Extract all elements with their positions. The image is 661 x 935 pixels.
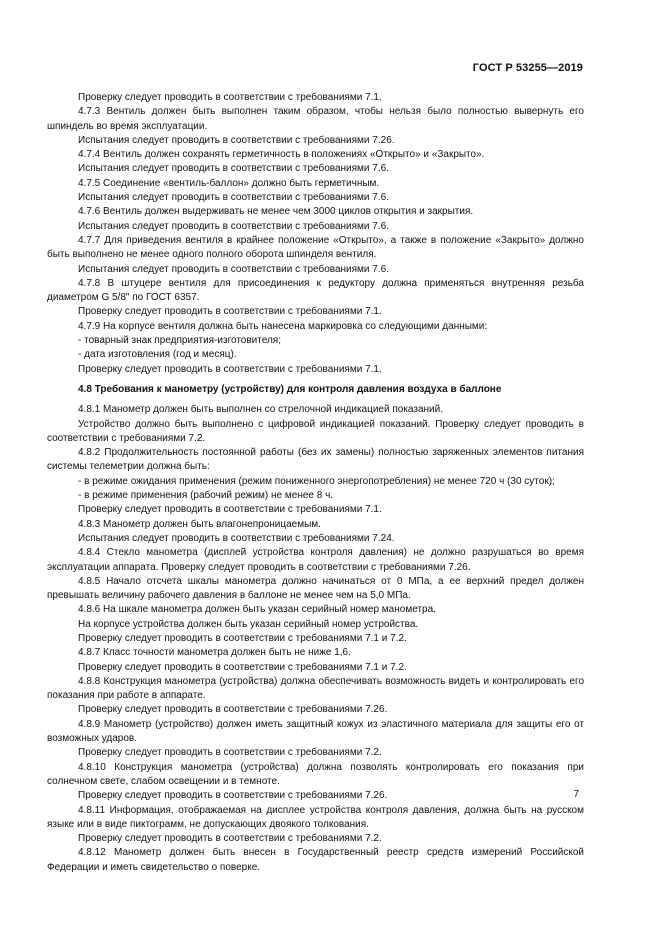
paragraph: 4.7.4 Вентиль должен сохранять герметичность в положениях «Открыто» и «Закрыто». [78, 149, 485, 161]
paragraph: Испытания следует проводить в соответствии с требованиями 7.6. [78, 263, 389, 275]
paragraph: 4.8.5 Начало отсчета шкалы манометра должно начинаться от 0 МПа, а ее верхний предел должен превышать величину рабочего давления в баллоне не менее чем на 5,0 МПа. [47, 575, 584, 602]
paragraph: 4.8.1 Манометр должен быть выполнен со стрелочной индикацией показаний. [78, 404, 443, 416]
paragraph: 4.8.2 Продолжительность постоянной работы (без их замены) полностью заряженных элементов питания системы телеметрии должна быть: [47, 447, 584, 473]
paragraph: Устройство должно быть выполнено с цифровой индикацией показаний. Проверку следует проводить в соответствии с требованиями 7.2. [47, 418, 584, 444]
paragraph: 4.8.7 Класс точности манометра должен быть не ниже 1,6. [78, 647, 351, 659]
list-item: - в режиме ожидания применения (режим пониженного энергопотребления) не менее 720 ч (30 суток); [78, 475, 555, 487]
list-item: - товарный знак предприятия-изготовителя; [78, 335, 281, 347]
paragraph: 4.8.12 Манометр должен быть внесен в Государственный реестр средств измерений Российской Федерации и иметь свидетельство о поверке. [47, 847, 584, 873]
paragraph: 4.8.9 Манометр (устройство) должен иметь защитный кожух из эластичного материала для защиты его от возможных ударов. [47, 718, 584, 745]
paragraph: Испытания следует проводить в соответствии с требованиями 7.6. [78, 163, 389, 175]
paragraph: На корпусе устройства должен быть указан серийный номер устройства. [78, 618, 419, 630]
document-body [47, 91, 584, 875]
page-number: 7 [573, 789, 579, 800]
paragraph: Проверку следует проводить в соответствии с требованиями 7.1. [78, 306, 382, 318]
paragraph: 4.7.3 Вентиль должен быть выполнен таким образом, чтобы нельзя было полностью вывернуть его шпиндель во время эксплуатации. [47, 106, 584, 132]
paragraph: Испытания следует проводить в соответствии с требованиями 7.26. [78, 134, 395, 146]
paragraph: 4.8.4 Стекло манометра (дисплей устройства контроля давления) не должно разрушаться во время эксплуатации аппарата. Проверку следует проводить в соответствии с требованиями 7.26. [47, 547, 584, 573]
document-code: ГОСТ Р 53255—2019 [472, 62, 583, 74]
paragraph: Проверку следует проводить в соответствии с требованиями 7.1 и 7.2. [78, 661, 407, 673]
list-item: - в режиме применения (рабочий режим) не менее 8 ч. [78, 490, 334, 502]
paragraph: 4.7.7 Для приведения вентиля в крайнее положение «Открыто», а также в положение «Закрыто» должно быть выполнено не менее одного полного оборота шпинделя вентиля. [47, 234, 584, 261]
paragraph: Проверку следует проводить в соответствии с требованиями 7.26. [78, 704, 388, 716]
paragraph: 4.7.5 Соединение «вентиль-баллон» должно быть герметичным. [78, 177, 380, 189]
paragraph: Проверку следует проводить в соответствии с требованиями 7.1. [78, 92, 382, 103]
paragraph: Проверку следует проводить в соответствии с требованиями 7.1. [78, 504, 382, 516]
list-item: - дата изготовления (год и месяц). [78, 349, 237, 361]
paragraph: Проверку следует проводить в соответствии с требованиями 7.1 и 7.2. [78, 632, 407, 644]
paragraph: Проверку следует проводить в соответствии с требованиями 7.26. [78, 790, 388, 802]
paragraph: 4.8.8 Конструкция манометра (устройства) должна обеспечивать возможность видеть и контролировать его показания при работе в аппарате. [47, 675, 584, 702]
paragraph: Испытания следует проводить в соответствии с требованиями 7.24. [78, 532, 395, 544]
paragraph: 4.8.11 Информация, отображаемая на дисплее устройства контроля давления, должна быть на русском языке или в виде пиктограмм, не допускающих двоякого толкования. [47, 804, 584, 830]
paragraph: 4.7.8 В штуцере вентиля для присоединения к редуктору должна применяться внутренняя резьба диаметром G 5/8" по ГОСТ 6357. [47, 277, 584, 304]
paragraph: Проверку следует проводить в соответствии с требованиями 7.1. [78, 363, 382, 375]
paragraph: Испытания следует проводить в соответствии с требованиями 7.6. [78, 192, 389, 204]
paragraph: 4.7.6 Вентиль должен выдерживать не менее чем 3000 циклов открытия и закрытия. [78, 206, 474, 218]
paragraph: Проверку следует проводить в соответствии с требованиями 7.2. [78, 833, 382, 845]
paragraph: Испытания следует проводить в соответствии с требованиями 7.6. [78, 220, 389, 232]
paragraph: 4.8.10 Конструкция манометра (устройства) должна позволять контролировать его показания при солнечном свете, слабом освещении и в темноте. [47, 761, 584, 787]
paragraph: 4.7.9 На корпусе вентиля должна быть нанесена маркировка со следующими данными: [78, 320, 488, 332]
paragraph: 4.8.3 Манометр должен быть влагонепроницаемым. [78, 518, 321, 530]
paragraph: 4.8.6 На шкале манометра должен быть указан серийный номер манометра. [78, 604, 436, 616]
paragraph: Проверку следует проводить в соответствии с требованиями 7.2. [78, 747, 382, 759]
section-heading: 4.8 Требования к манометру (устройству) для контроля давления воздуха в баллоне [78, 383, 502, 395]
